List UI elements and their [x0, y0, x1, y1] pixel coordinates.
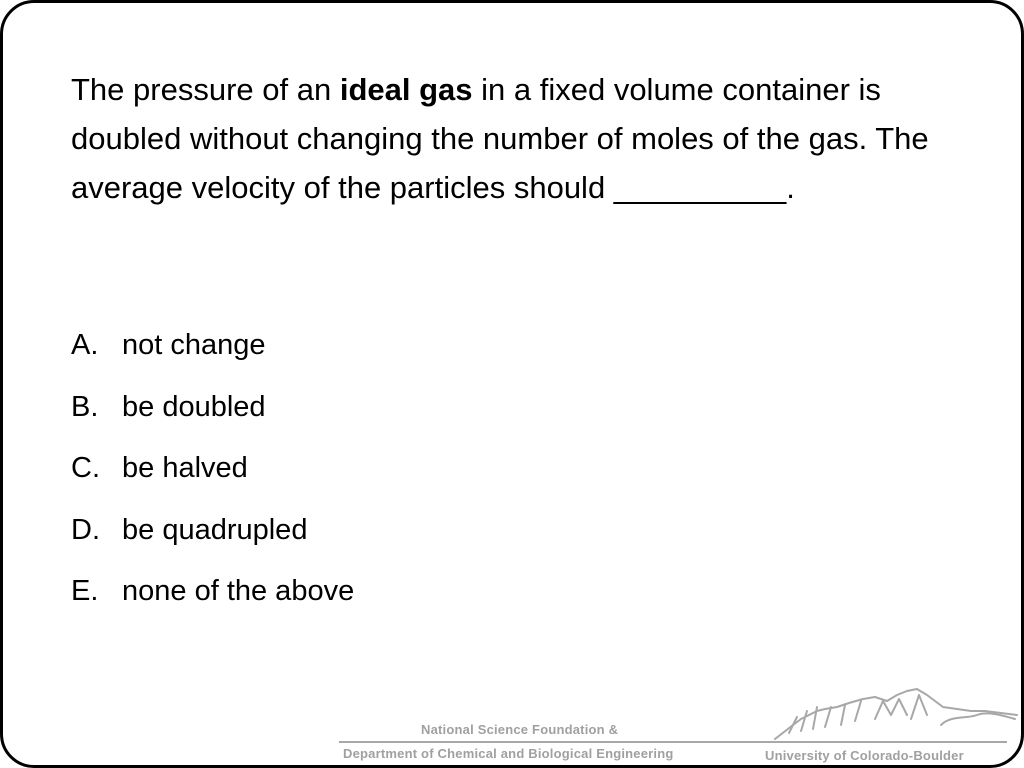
footer-university-text: University of Colorado-Boulder — [765, 748, 964, 763]
option-letter: E. — [71, 575, 99, 607]
option-letter: D. — [71, 513, 100, 546]
flatirons-mountain-icon — [771, 685, 1021, 745]
option-d — [71, 506, 354, 568]
question-suffix: in a fixed volume container is doubled without changing the number of moles of the gas. The average velocity of the particles should __________. — [71, 72, 929, 205]
option-a — [71, 321, 354, 383]
question-text — [71, 65, 971, 212]
option-letter: A. — [71, 329, 99, 361]
footer-divider-right — [757, 741, 1007, 743]
option-b — [71, 383, 354, 445]
footer-nsf-text: National Science Foundation & — [421, 722, 619, 737]
option-c — [71, 444, 354, 506]
footer-divider — [339, 741, 759, 743]
option-letter: B. — [71, 390, 99, 423]
option-text: not change — [122, 329, 266, 361]
question-emphasis: ideal gas — [339, 72, 473, 107]
option-text: none of the above — [122, 575, 355, 607]
option-letter: C. — [71, 452, 100, 484]
question-prefix: The pressure of an — [71, 72, 340, 107]
answer-options — [71, 321, 354, 629]
footer-department-text: Department of Chemical and Biological Engineering — [343, 746, 674, 761]
option-e — [71, 567, 354, 629]
option-text: be doubled — [122, 390, 266, 423]
option-text: be quadrupled — [122, 513, 308, 546]
option-text: be halved — [122, 452, 248, 484]
